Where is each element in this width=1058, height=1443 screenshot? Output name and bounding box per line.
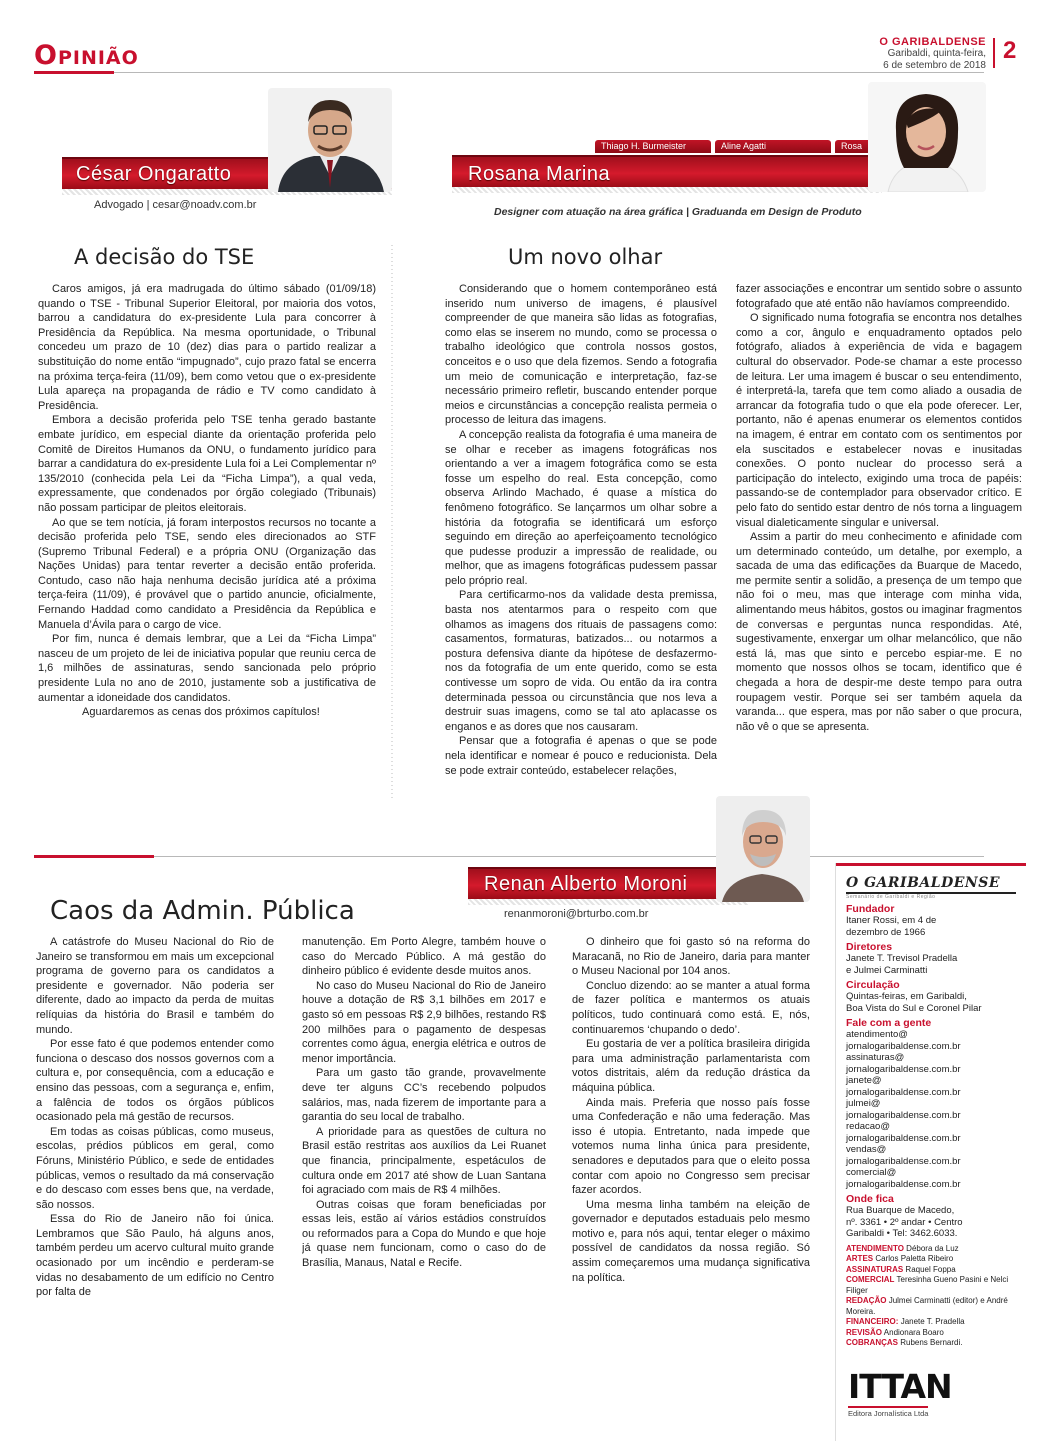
publisher-subtitle: Editora Jornalística Ltda [848, 1406, 928, 1418]
staff-role: ATENDIMENTO [846, 1243, 904, 1253]
paragraph: Outras coisas que foram beneficiadas por essas leis, estão aí vários estádios construídos ou reformados para a Copa do Mundo e que hoje já quase nem funcionam, como o caso do de Brasília, Manaus, Natal e Recife. [302, 1198, 546, 1270]
page-number: 2 [1003, 37, 1017, 64]
article-title: Um novo olhar [508, 245, 663, 269]
publisher-logo-block [848, 1367, 952, 1421]
paragraph: Caros amigos, já era madrugada do último sábado (01/09/18) quando o TSE - Tribunal Superior Eleitoral, por maioria dos votos, barrou a candidatura do ex-presidente Lula para concorrer à Presidência da República. Na mesma oportunidade, o Tribunal concedeu um prazo de 10 (dez) dias para o partido realizar a substituição do nome então “impugnado”, cujo prazo fatal se encerra na próxima terça-feira (11/09), bem como vetou que o ex-presidente Lula apareça na propaganda de rádio e TV como candidato à Presidência. [38, 283, 376, 412]
article-body-tse [38, 282, 376, 784]
email-link[interactable]: jornalogaribaldense.com.br [846, 1178, 961, 1190]
staff-names: Andionara Boaro [883, 1327, 944, 1337]
email-link[interactable]: jornalogaribaldense.com.br [846, 1132, 961, 1144]
author-credit: Advogado | cesar@noadv.com.br [94, 199, 257, 211]
sidebar-heading: Fundador [846, 903, 895, 915]
email-link[interactable]: vendas@ [846, 1144, 887, 1155]
paragraph: Por esse fato é que podemos entender como funciona o descaso dos nossos governos com a cultura e, por consequência, com a educação e ensino das pessoas, com a segurança e, enfim, a falência de todos os órgãos públicos ocasionado pela má gestão de recursos. [36, 1038, 274, 1124]
author-photo [268, 88, 392, 192]
email-link[interactable]: assinaturas@ [846, 1052, 905, 1063]
email-link[interactable]: redacao@ [846, 1121, 890, 1132]
paragraph: Aguardaremos as cenas dos próximos capítulos! [82, 706, 320, 719]
masthead-date-line2: 6 de setembro de 2018 [883, 59, 986, 71]
staff-row [846, 1338, 1025, 1349]
section-title: Opinião [34, 40, 139, 71]
paragraph: Pensar que a fotografia é apenas o que se pode nela identificar e nomear é pouco e reducionista. Dela se pode extrair conteúdo, estabelecer relações, [445, 735, 717, 777]
newspaper-logo: O GARIBALDENSE [846, 875, 1016, 894]
article-body-caos-col1 [36, 935, 274, 1405]
article-title: Caos da Admin. Pública [50, 896, 355, 926]
staff-role: COBRANÇAS [846, 1338, 898, 1347]
paragraph: No caso do Museu Nacional do Rio de Janeiro houve a dotação de R$ 3,1 bilhões em 2017 e gasto só em pessoas R$ 2,9 bilhões, restando R$ 200 milhões para o pagamento de despesas correntes como água, energia elétrica e outros de menor importância. [302, 979, 546, 1065]
staff-names: Teresinha Gueno Pasini e Nelci Filiger [846, 1275, 1009, 1295]
staff-role: COMERCIAL [846, 1275, 895, 1284]
column-separator [386, 245, 398, 800]
paragraph: Considerando que o homem contemporâneo está inserido num universo de imagens, é plausível compreender de que maneira são lidas as fotografias, como elas se inserem no mundo, como se processa o trabalho ideológico que controla nossos gostos, conceitos e o uso que dela fizemos. Sendo a fotografia um meio de comunicação e interpretação, faz-se necessário primeiro refletir, buscando entender porque meios e circunstâncias a concepção realista permeia o processo de leitura das imagens. [445, 283, 717, 427]
sidebar-heading: Fale com a gente [846, 1017, 932, 1029]
author-name: Renan Alberto Moroni [484, 873, 688, 895]
sidebar-text: Garibaldi • Tel: 3462.6033. [846, 1228, 958, 1239]
publisher-logo: ITTAN [848, 1367, 952, 1406]
paragraph: Uma mesma linha também na eleição de governador e deputados estaduais pelo mesmo motivo e, para nós aqui, tentar eleger o máximo possível de candidatos da nossa região. Só assim começaremos uma mudança significativa na política. [572, 1198, 810, 1284]
staff-role: REDAÇÃO [846, 1296, 887, 1305]
paragraph: Por fim, nunca é demais lembrar, que a Lei da “Ficha Limpa” nasceu de um projeto de lei de iniciativa popular que reuniu cerca de 1,6 milhões de assinaturas, sendo sancionada pelo próprio presidente Lula no ano de 2010, justamente sob a justificativa de aumentar a idoneidade dos candidatos. [38, 633, 376, 704]
sidebar-text: e Julmei Carminatti [846, 964, 928, 976]
email-link[interactable]: janete@ [846, 1075, 882, 1086]
sidebar-text: Boa Vista do Sul e Coronel Pilar [846, 1002, 982, 1014]
staff-names: Débora da Luz [906, 1243, 959, 1253]
author-bar-shadow [452, 187, 882, 193]
author-photo [716, 796, 810, 902]
sidebar-accent [836, 863, 1026, 866]
tab-author[interactable]: Rosa [835, 140, 883, 153]
paragraph: A prioridade para as questões de cultura no Brasil estão restritas aos auxílios da Lei Ruanet que financia, principalmente, espetáculos de cultura onde em 2017 até show de Luan Santana foi agraciado com mais de R$ 4 milhões. [302, 1125, 546, 1197]
paragraph: O significado numa fotografia se encontra nos detalhes como a cor, ângulo e enquadramento optados pelo fotógrafo, aliados à experiência de vida e bagagem cultural do observador. Pode-se chamar a este processo de leitura. Ler uma imagem é buscar o seu entendimento, é interpretá-la, tarefa que tem como aliado a ousadia de arrancar da fotografia tudo o que ela pode oferecer. Ler, portanto, não é apenas enumerar os elementos contidos na imagem, é entrar em contato com os sentimentos por ela suscitados e estabelecer novas e inusitadas conexões. O ponto nuclear do processo será a participação do intelecto, exigindo uma troca de papéis: passando-se de contemplador para observador crítico. E pelo fato do sentido estar dentro de nós torna a linguagem visual dialeticamente singular e universal. [736, 312, 1022, 529]
author-credit: renanmoroni@brturbo.com.br [504, 908, 649, 920]
author-name: Rosana Marina [468, 163, 611, 185]
staff-names: Rubens Bernardi. [900, 1338, 963, 1347]
author-tabs [595, 140, 883, 153]
masthead [879, 36, 986, 71]
article-title: A decisão do TSE [74, 245, 255, 269]
email-link[interactable]: jornalogaribaldense.com.br [846, 1063, 961, 1075]
paragraph: fazer associações e encontrar um sentido sobre o assunto fotografado que até então não havíamos compreendido. [736, 283, 1022, 310]
sidebar-text: Itaner Rossi, em 4 de [846, 915, 937, 926]
email-link[interactable]: jornalogaribaldense.com.br [846, 1109, 961, 1121]
staff-names: Carlos Paletta Ribeiro [875, 1254, 954, 1263]
sidebar-heading: Diretores [846, 941, 893, 953]
email-link[interactable]: jornalogaribaldense.com.br [846, 1086, 961, 1098]
newspaper-tagline: Semanário de Garibaldi e Região [846, 894, 936, 900]
paragraph: Ainda mais. Preferia que nosso país fosse uma Confederação e não uma federação. Mas isso é utopia. Entretanto, nada impede que votemos numa linha única para presidente, senadores e deputados para que o eleito possa contar com apoio no Congresso sem precisar fazer acordos. [572, 1096, 810, 1197]
paragraph: Eu gostaria de ver a política brasileira dirigida para uma administração parlamentarista com votos distritais, além da redução drástica da máquina pública. [572, 1038, 810, 1094]
email-link[interactable]: jornalogaribaldense.com.br [846, 1155, 961, 1167]
author-portrait [268, 88, 392, 192]
email-link[interactable]: comercial@ [846, 1167, 897, 1178]
masthead-name: O GARIBALDENSE [879, 36, 986, 48]
article-body-olhar-col1 [445, 282, 717, 802]
staff-role: REVISÃO [846, 1327, 883, 1337]
staff-row [846, 1265, 1025, 1276]
email-link[interactable]: julmei@ [846, 1098, 881, 1109]
staff-names: Raquel Foppa [905, 1264, 956, 1274]
paragraph: Ao que se tem notícia, já foram interpostos recursos no tocante a decisão proferida pelo TSE, sendo eles direcionados ao STF (Supremo Tribunal Federal) e a própria ONU (Organização das Nações Unidas) para tentar reverter a decisão então proferida. Contudo, caso não haja nenhuma decisão jurídica até a próxima terça-feira (11/09), é provável que o partido anuncie, oficialmente, Fernando Haddad como candidato a Presidência da República e Manuela d’Ávila para o cargo de vice. [38, 516, 376, 631]
paragraph: Concluo dizendo: ao se manter a atual forma de fazer política e mantermos os atuais políticos, tudo continuará como está. E, nós, continuaremos ‘chupando o dedo’. [572, 979, 810, 1036]
paragraph: Em todas as coisas públicas, como museus, escolas, prédios públicos em geral, como Fóruns, Ministério Público, e sede de entidades públicas, vemos o resultado da má conservação e do descaso com esses bens que, na verdade, são nossos. [36, 1125, 274, 1211]
email-link[interactable]: atendimento@ [846, 1029, 908, 1040]
section-rule [34, 856, 984, 857]
article-body-caos-col2 [302, 935, 546, 1405]
sidebar-text: Janete T. Trevisol Pradella [846, 953, 958, 964]
sidebar-heading: Onde fica [846, 1193, 894, 1205]
author-bar-rosana [452, 155, 936, 187]
paragraph: Assim a partir do meu conhecimento e afinidade com um determinado conteúdo, um detalhe, por exemplo, a sacada de uma das edificações da Buarque de Macedo, me permite sentir a solidão, a presença de um tempo que não foi o meu, mas que interage com minha vida, alimentando meus hábitos, gostos ou imaginar fragmentos de conversas e perguntas nunca respondidas. Até, sugestivamente, enxergar um olhar melancólico, que não está lá, mas que sinto e percebo espiar-me. E no momento que nossos olhos se tocam, identifico que é chegada a hora de despir-me deste tempo para outra roupagem vestir. Porque sei ser também aquela da varanda... que espera, mas por não saber o que procura, não vê o que se apresenta. [736, 531, 1022, 733]
staff-names: Janete T. Pradella [900, 1317, 965, 1326]
paragraph: Para um gasto tão grande, provavelmente deve ter alguns CC’s recebendo polpudos salários, mas, nada fizerem de importante para a garantia do seu local de trabalho. [302, 1067, 546, 1124]
paragraph: A catástrofe do Museu Nacional do Rio de Janeiro se transformou em mais um excepcional programa de governo para os candidatos a presidente e governador. Não poderia ser diferente, dado ao impacto da perda de muitas relíquias da história do Brasil e também do mundo. [36, 936, 274, 1036]
staff-row [846, 1317, 1025, 1328]
paragraph: Para certificarmo-nos da validade desta premissa, basta nos atentarmos para o respeito com que olhamos as imagens dos rituais de passagens como: casamentos, formaturas, batizados... ou notarmos a postura defensiva diante da hipótese de desfazermo-nos da fotografia de um ente querido, como se esta contivesse um sopro de vida. Ou então da ira contra determinada pessoa ou circunstância que nos leva a destruir suas imagens, como se tal ato aplacasse os enganos e as dores que nos causaram. [445, 589, 717, 733]
sidebar-text: Rua Buarque de Macedo, [846, 1205, 955, 1216]
paragraph: Essa do Rio de Janeiro não foi única. Lembramos que São Paulo, há alguns anos, também perdeu um acervo cultural muito grande ocasionado por um incêndio e perderam-se vidas no desabamento de um edifício no Centro por falta de [36, 1213, 274, 1299]
author-bar-shadow [468, 899, 748, 905]
author-photo [868, 82, 986, 192]
header-rule-accent [34, 71, 114, 74]
article-body-caos-col3 [572, 935, 810, 1405]
page-number-divider [993, 38, 995, 68]
email-link[interactable]: jornalogaribaldense.com.br [846, 1040, 961, 1052]
article-body-olhar-col2 [736, 282, 1022, 802]
staff-row [846, 1254, 1025, 1265]
staff-role: ASSINATURAS [846, 1264, 904, 1274]
staff-row [846, 1296, 1025, 1317]
masthead-date-line1: Garibaldi, quinta-feira, [887, 48, 986, 60]
staff-row [846, 1275, 1025, 1296]
tab-author[interactable]: Thiago H. Burmeister [595, 140, 711, 153]
staff-row [846, 1328, 1025, 1339]
section-rule-accent [34, 855, 154, 858]
paragraph: Embora a decisão proferida pelo TSE tenha gerado bastante embate jurídico, em especial diante da orientação proferida pelo Comitê de Direitos Humanos da ONU, o fundamento jurídico para barrar a candidatura do ex-presidente Lula foi a Lei Complementar nº 135/2010 (conhecida pela Lei da “Ficha Limpa”), a qual veda, expressamente, que condenados por órgão colegiado (Tribunais) não possam participar de pleitos eleitorais. [38, 414, 376, 514]
header-rule [34, 72, 984, 73]
dotted-separator [386, 245, 398, 800]
author-portrait [868, 82, 986, 192]
paragraph: manutenção. Em Porto Alegre, também houve o caso do Mercado Público. A má gestão do dinheiro público é evidente desde muitos anos. [302, 936, 546, 978]
tab-author[interactable]: Aline Agatti [715, 140, 831, 153]
author-credit: Designer com atuação na área gráfica | Graduanda em Design de Produto [494, 206, 862, 218]
paragraph: O dinheiro que foi gasto só na reforma do Maracanã, no Rio de Janeiro, daria para manter o Museu Nacional por 104 anos. [572, 936, 810, 978]
staff-names: Julmei Carminatti (editor) e André Moreira. [846, 1296, 1008, 1316]
author-portrait [716, 796, 810, 902]
author-name: César Ongaratto [76, 163, 232, 185]
staff-role: ARTES [846, 1254, 874, 1263]
sidebar-text: dezembro de 1966 [846, 926, 926, 938]
staff-role: FINANCEIRO: [846, 1317, 899, 1326]
sidebar-heading: Circulação [846, 979, 900, 991]
sidebar-text: nº. 3361 • 2º andar • Centro [846, 1216, 963, 1228]
staff-list [846, 1244, 1025, 1349]
paragraph: A concepção realista da fotografia é uma maneira de se olhar e receber as imagens fotográficas nos orientando a ver a imagem fotográfica como se esta fosse um espelho do real. Esta concepção, como observa Arlindo Machado, é quase a mística do fenômeno fotográfico. Se lançarmos um olhar sobre a história da fotografia se identificará um esforço seguindo em direção ao aperfeiçoamento tecnológico que pudesse produzir a impressão de realidade, ou melhor, que as imagens fotográficas pudessem passar pelo próprio real. [445, 428, 717, 587]
staff-row [846, 1244, 1025, 1255]
expediente-sidebar [835, 863, 1025, 1441]
sidebar-text: Quintas-feiras, em Garibaldi, [846, 991, 967, 1002]
